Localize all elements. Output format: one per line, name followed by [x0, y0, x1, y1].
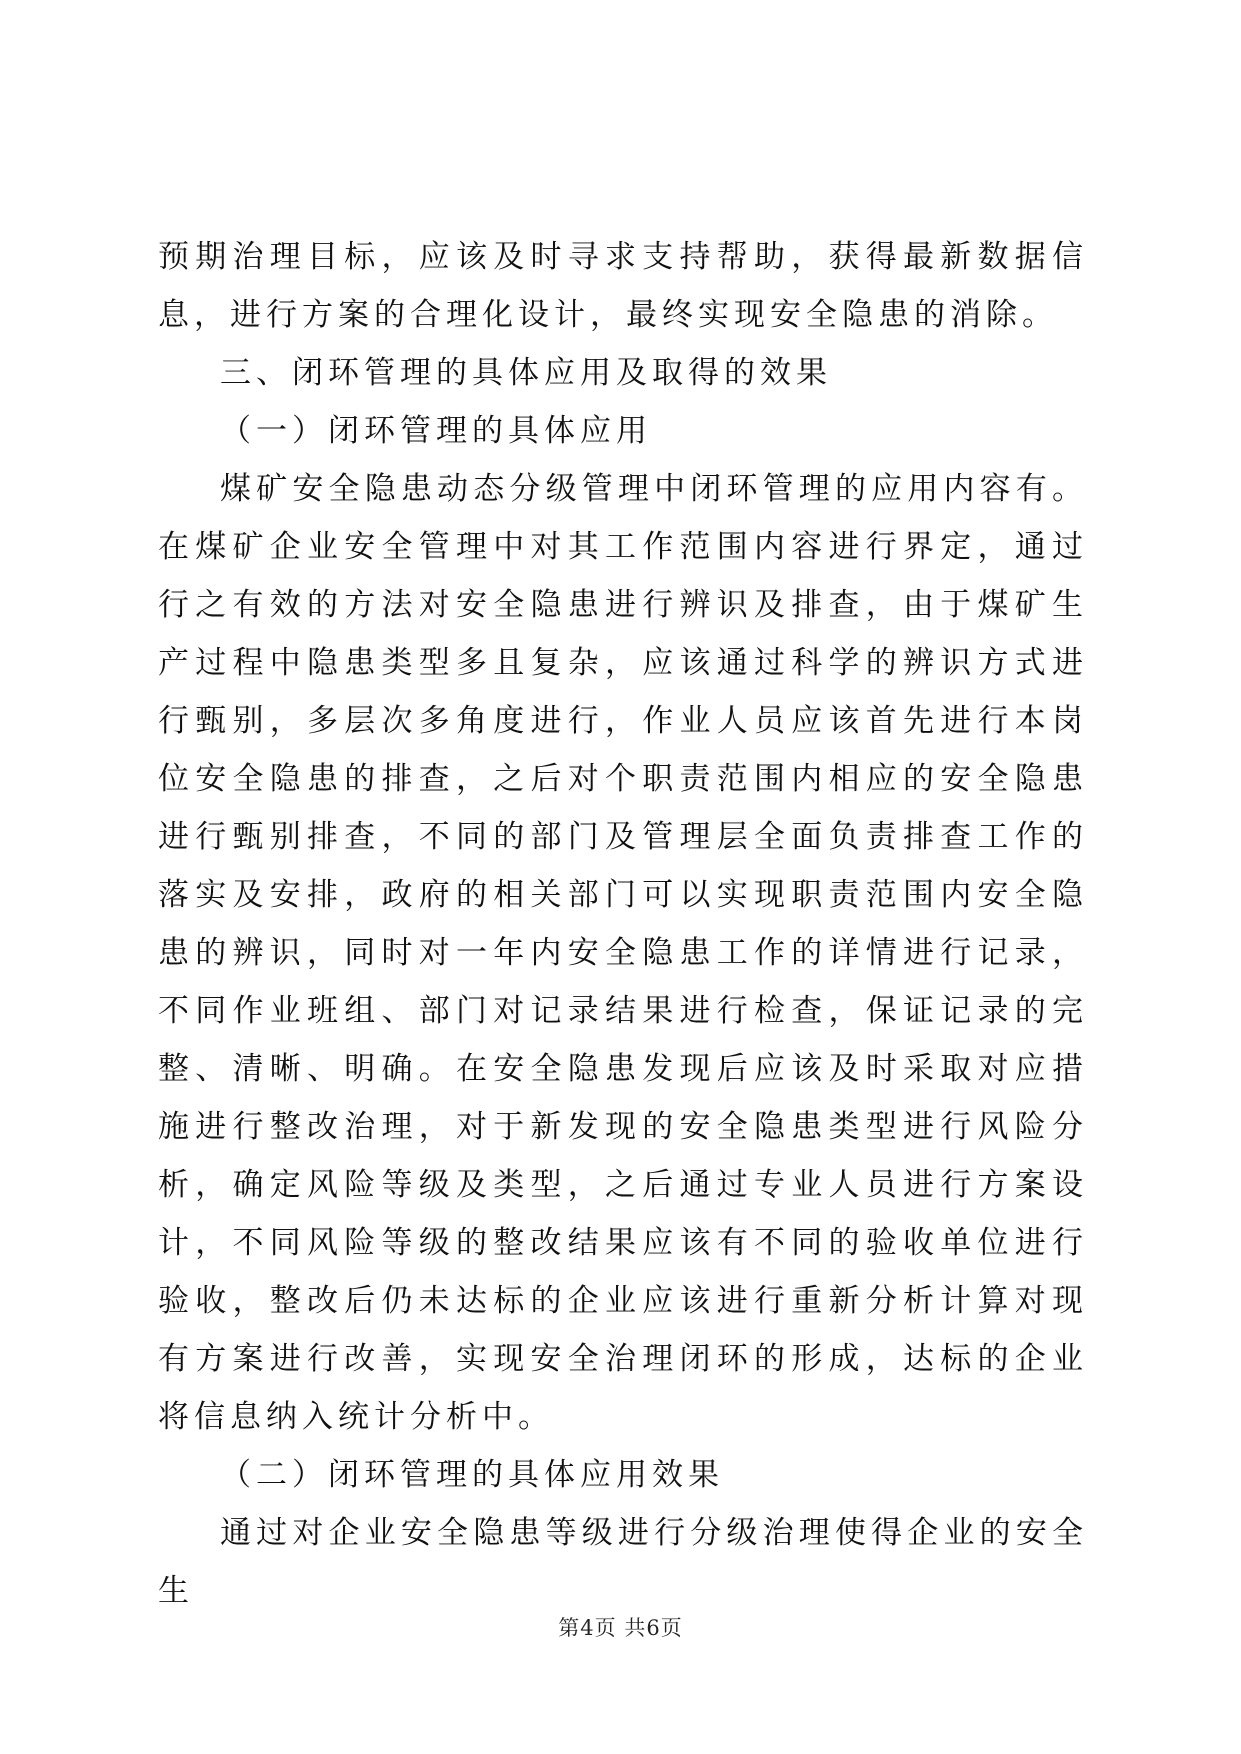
section-heading: 三、闭环管理的具体应用及取得的效果	[220, 355, 832, 391]
subsection-heading-1: （一）闭环管理的具体应用	[220, 413, 652, 449]
paragraph-continuation: 预期治理目标，应该及时寻求支持帮助，获得最新数据信息，进行方案的合理化设计，最终实现安全隐患的消除。	[158, 239, 1088, 333]
subsection-heading-2: （二）闭环管理的具体应用效果	[220, 1457, 724, 1493]
page-footer: 第4页 共6页	[558, 1616, 683, 1640]
document-body	[158, 228, 1088, 1620]
paragraph-application: 煤矿安全隐患动态分级管理中闭环管理的应用内容有。在煤矿企业安全管理中对其工作范围内容进行界定，通过行之有效的方法对安全隐患进行辨识及排查，由于煤矿生产过程中隐患类型多且复杂，应该通过科学的辨识方式进行甄别，多层次多角度进行，作业人员应该首先进行本岗位安全隐患的排查，之后对个职责范围内相应的安全隐患进行甄别排查，不同的部门及管理层全面负责排查工作的落实及安排，政府的相关部门可以实现职责范围内安全隐患的辨识，同时对一年内安全隐患工作的详情进行记录，不同作业班组、部门对记录结果进行检查，保证记录的完整、清晰、明确。在安全隐患发现后应该及时采取对应措施进行整改治理，对于新发现的安全隐患类型进行风险分析，确定风险等级及类型，之后通过专业人员进行方案设计，不同风险等级的整改结果应该有不同的验收单位进行验收，整改后仍未达标的企业应该进行重新分析计算对现有方案进行改善，实现安全治理闭环的形成，达标的企业将信息纳入统计分析中。	[158, 471, 1088, 1435]
paragraph-effect: 通过对企业安全隐患等级进行分级治理使得企业的安全生	[158, 1515, 1088, 1609]
